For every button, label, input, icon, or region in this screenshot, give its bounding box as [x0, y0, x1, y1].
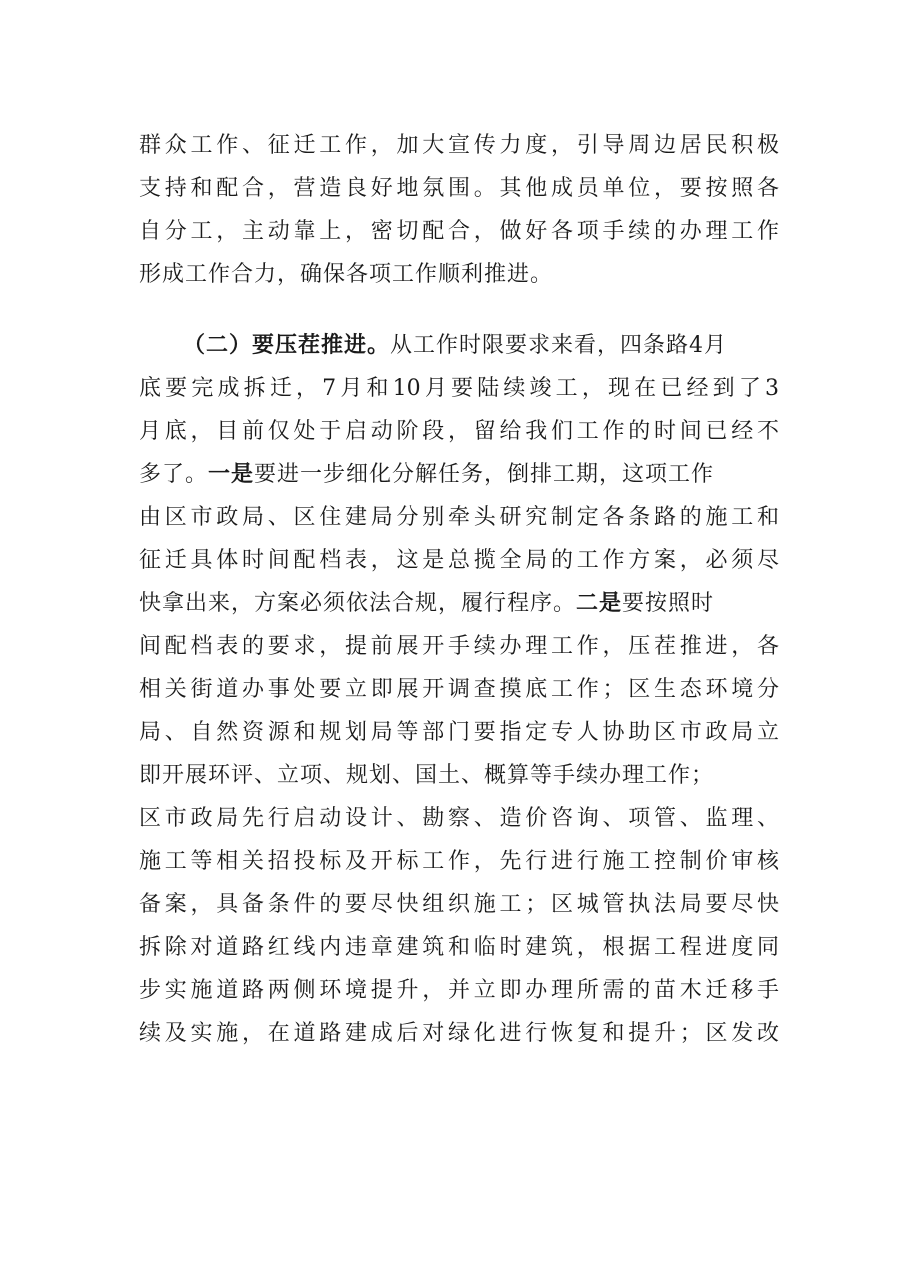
paragraph-2-line: 相关街道办事处要立即展开调查摸底工作；区生态环境分 [139, 677, 779, 702]
paragraph-2-text: 要进一步细化分解任务，倒排工期，这项工作 [254, 462, 715, 487]
paragraph-2-line: 间配档表的要求，提前展开手续办理工作，压茬推进，各 [139, 634, 779, 659]
paragraph-2-line: 区市政局先行启动设计、勘察、造价咨询、项管、监理、 [139, 806, 779, 831]
paragraph-2 [139, 324, 779, 1055]
paragraph-2-line: 施工等相关招投标及开标工作，先行进行施工控制价审核 [139, 849, 779, 874]
paragraph-1-line: 自分工，主动靠上，密切配合，做好各项手续的办理工作 [139, 219, 779, 244]
paragraph-2-line: 征迁具体时间配档表，这是总揽全局的工作方案，必须尽 [139, 548, 779, 573]
paragraph-1-line: 形成工作合力，确保各项工作顺利推进。 [139, 262, 554, 287]
paragraph-2-text: 多了。 [139, 462, 209, 487]
paragraph-2-line: 局、自然资源和规划局等部门要指定专人协助区市政局立 [139, 720, 779, 745]
paragraph-2-line: 备案，具备条件的要尽快组织施工；区城管执法局要尽快 [139, 892, 779, 917]
paragraph-2-line: 即开展环评、立项、规划、国土、概算等手续办理工作； [139, 763, 715, 788]
paragraph-2-line: 步实施道路两侧环境提升，并立即办理所需的苗木迁移手 [139, 978, 779, 1003]
paragraph-2-line: 续及实施，在道路建成后对绿化进行恢复和提升；区发改 [139, 1021, 779, 1046]
paragraph-2-line-7 [139, 582, 779, 625]
paragraph-2-line: 由区市政局、区住建局分别牵头研究制定各条路的施工和 [139, 505, 779, 530]
paragraph-1 [139, 124, 779, 296]
paragraph-2-text: 快拿出来，方案必须依法合规，履行程序。 [139, 591, 577, 616]
paragraph-2-line: 拆除对道路红线内违章建筑和临时建筑，根据工程进度同 [139, 935, 779, 960]
paragraph-2-text: 从工作时限要求来看，四条路4月 [390, 333, 728, 358]
paragraph-2-line-1 [139, 324, 779, 367]
paragraph-1-line: 支持和配合，营造良好地氛围。其他成员单位，要按照各 [139, 176, 779, 201]
paragraph-1-line: 群众工作、征迁工作，加大宣传力度，引导周边居民积极 [139, 133, 779, 158]
paragraph-2-text: 要按照时 [622, 591, 715, 616]
paragraph-2-line-4 [139, 453, 779, 496]
paragraph-2-line: 月底，目前仅处于启动阶段，留给我们工作的时间已经不 [139, 419, 779, 444]
section-heading: （二）要压茬推进。 [183, 332, 391, 358]
paragraph-2-line: 底要完成拆迁，7月和10月要陆续竣工，现在已经到了3 [139, 376, 779, 401]
first-point-marker: 一是 [208, 461, 255, 487]
second-point-marker: 二是 [576, 590, 623, 616]
